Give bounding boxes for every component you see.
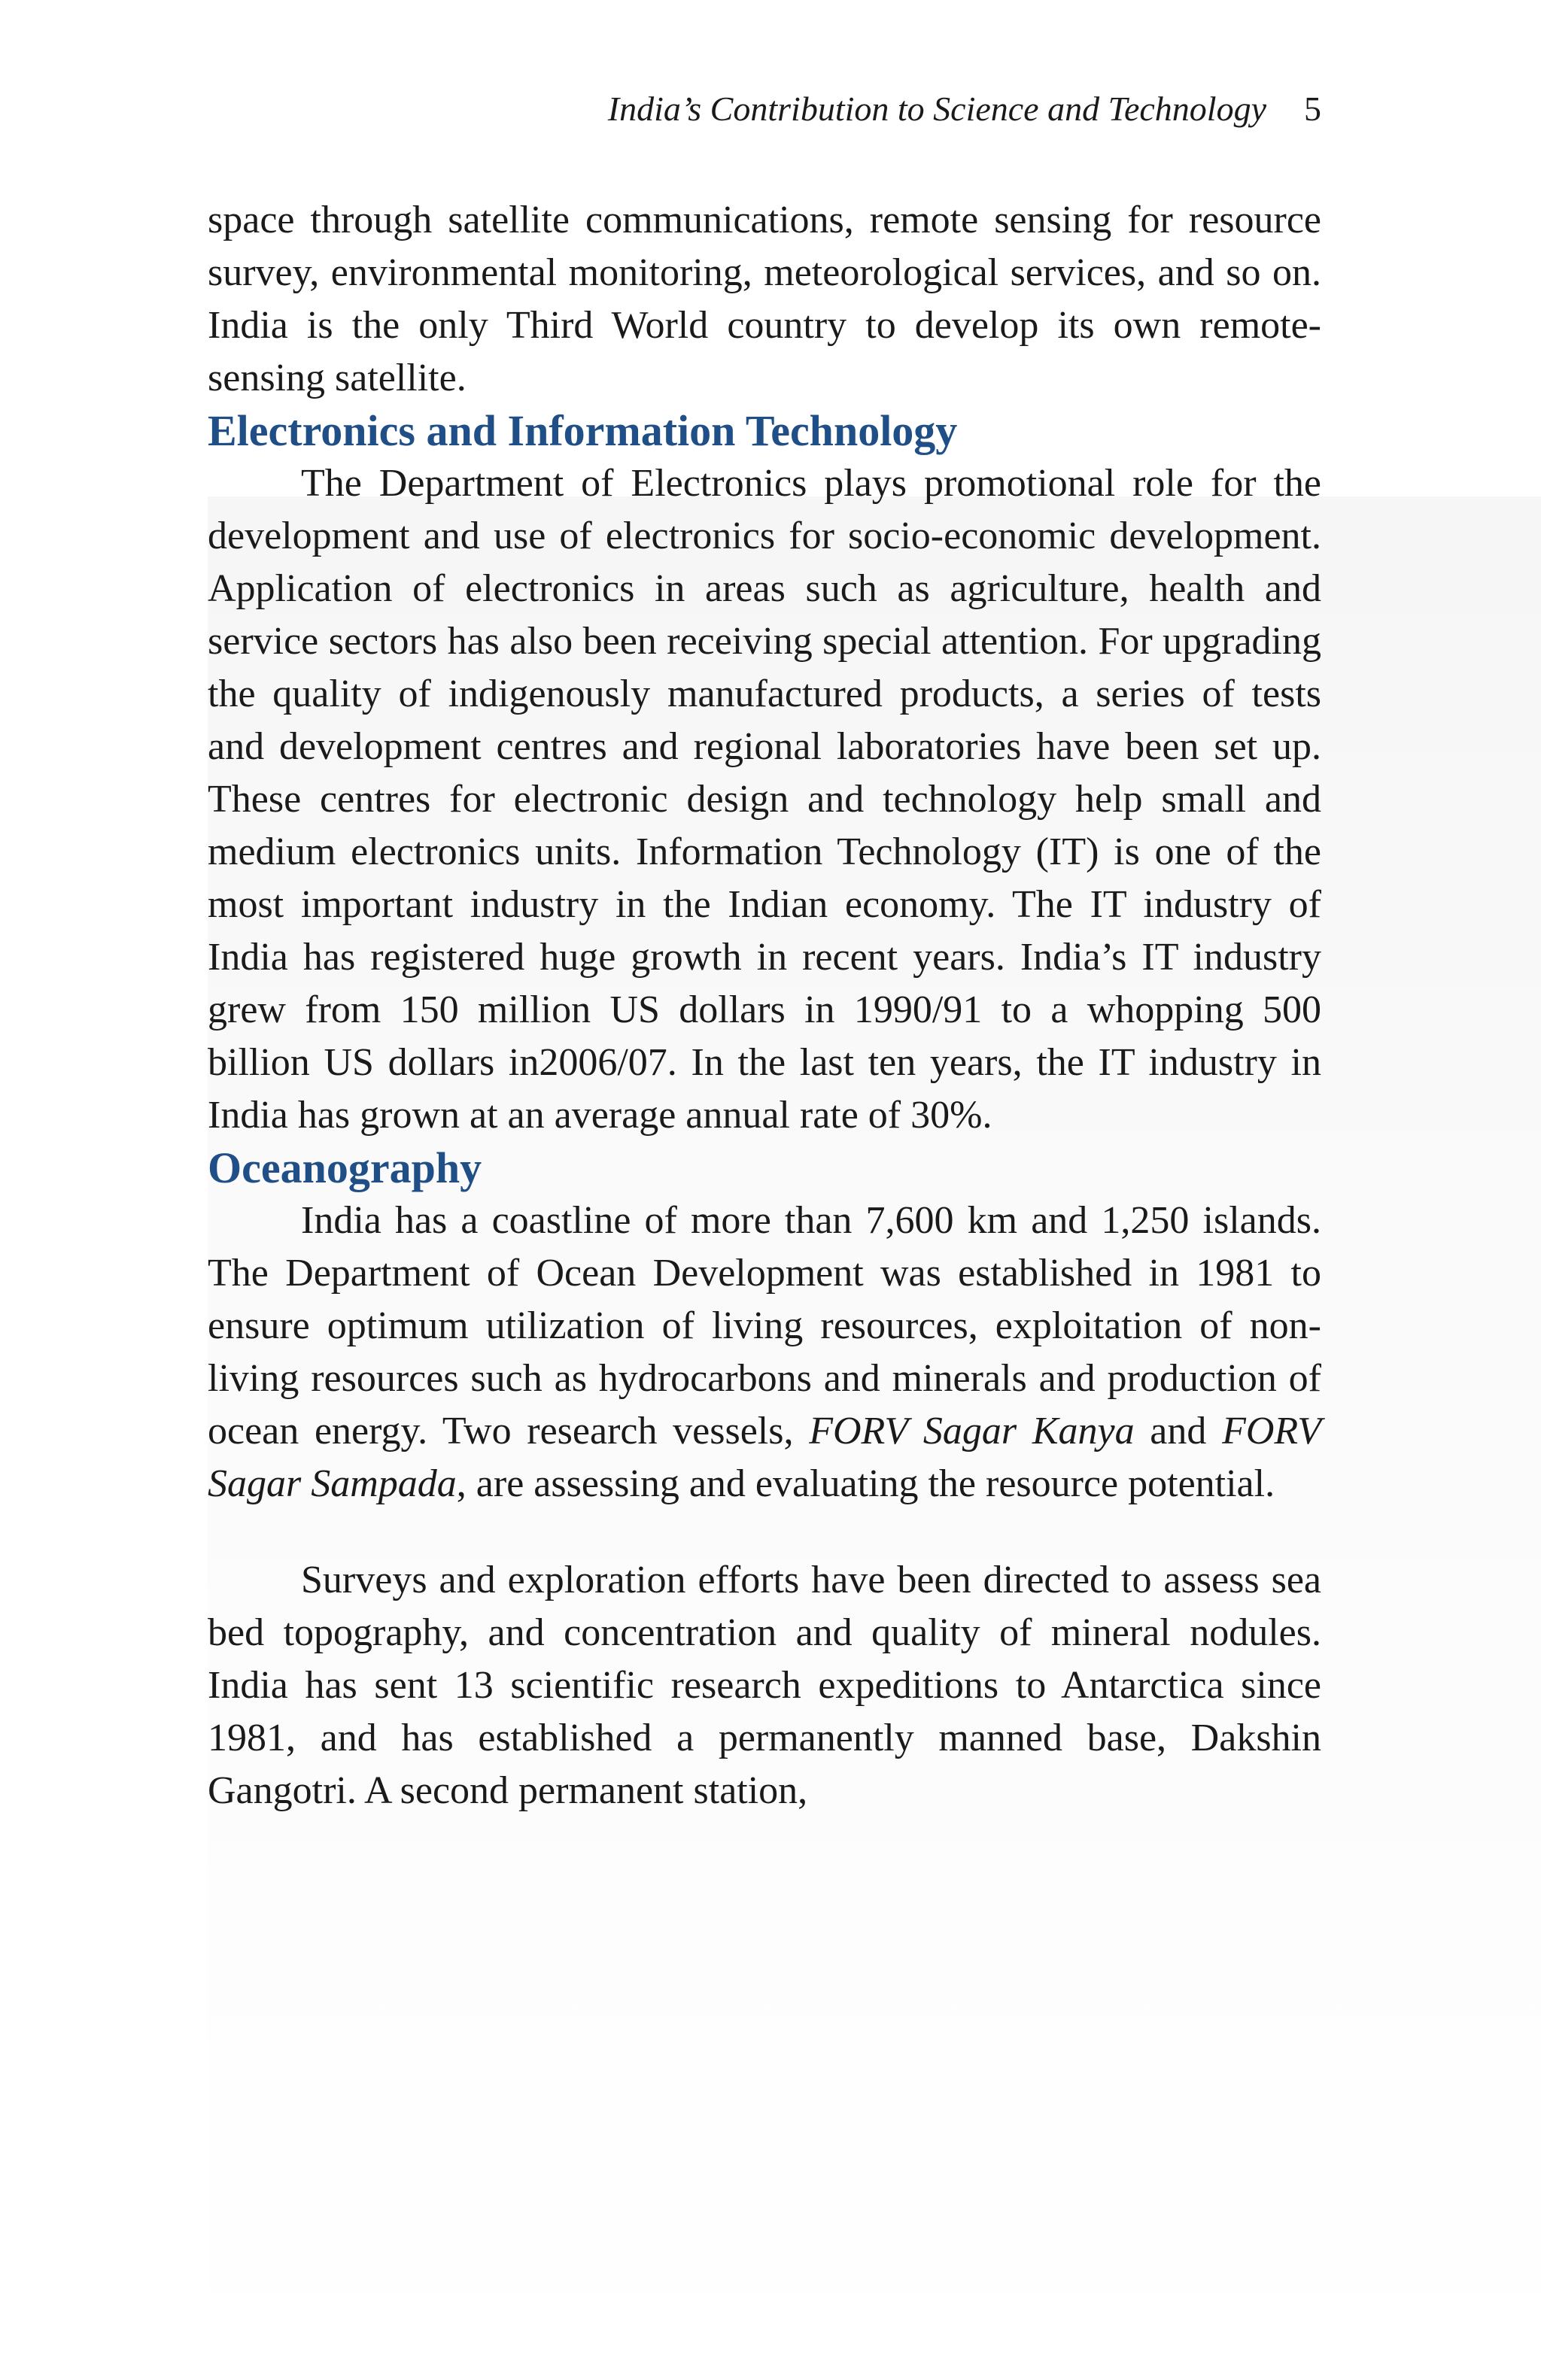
oceanography-heading: Oceanography <box>208 1143 482 1192</box>
vessel-name-1: FORV Sagar Kanya <box>809 1410 1135 1453</box>
ocean-text-mid: and <box>1134 1410 1223 1453</box>
page-number: 5 <box>1304 90 1321 128</box>
oceanography-paragraph-2: Surveys and exploration efforts have been directed to assess sea bed topography, and concentration and quality of mineral nodules. India has sent 13 scientific research expeditions to Antarctica since 1981, and has established a permanently manned base, Dakshin Gangotri. A second permanent station, <box>208 1559 1321 1812</box>
ocean-text-before: India has a coastline of more than 7,600 km and 1,250 islands. The Department of Ocean Development was established in 1981 to ensure optimum utilization of living resources, exploitation of non-living resources such as hydrocarbons and minerals and production of ocean energy. Two research vessels, <box>208 1199 1321 1453</box>
page-body <box>208 194 1321 1817</box>
electronics-heading: Electronics and Information Technology <box>208 406 958 455</box>
electronics-paragraph: The Department of Electronics plays promotional role for the development and use of electronics for socio-economic development. Application of electronics in areas such as agriculture, health and service sectors has also been receiving special attention. For upgrading the quality of indigenously manufactured products, a series of tests and development centres and regional laboratories have been set up. These centres for electronic design and technology help small and medium electronics units. Information Technology (IT) is one of the most important industry in the Indian economy. The IT industry of India has registered huge growth in recent years. India’s IT industry grew from 150 million US dollars in 1990/91 to a whopping 500 billion US dollars in2006/07. In the last ten years, the IT industry in India has grown at an average annual rate of 30%. <box>208 462 1321 1137</box>
oceanography-paragraph-1 <box>208 1195 1321 1510</box>
intro-paragraph: space through satellite communications, remote sensing for resource survey, environmental monitoring, meteorological services, and so on. India is the only Third World country to develop its own remote-sensing satellite. <box>208 199 1321 399</box>
running-header <box>208 92 1321 126</box>
ocean-text-after: , are assessing and evaluating the resource potential. <box>456 1462 1275 1505</box>
running-title: India’s Contribution to Science and Technology <box>607 90 1266 128</box>
vessel-name-2: FORV Sagar Sampada <box>208 1410 1321 1505</box>
